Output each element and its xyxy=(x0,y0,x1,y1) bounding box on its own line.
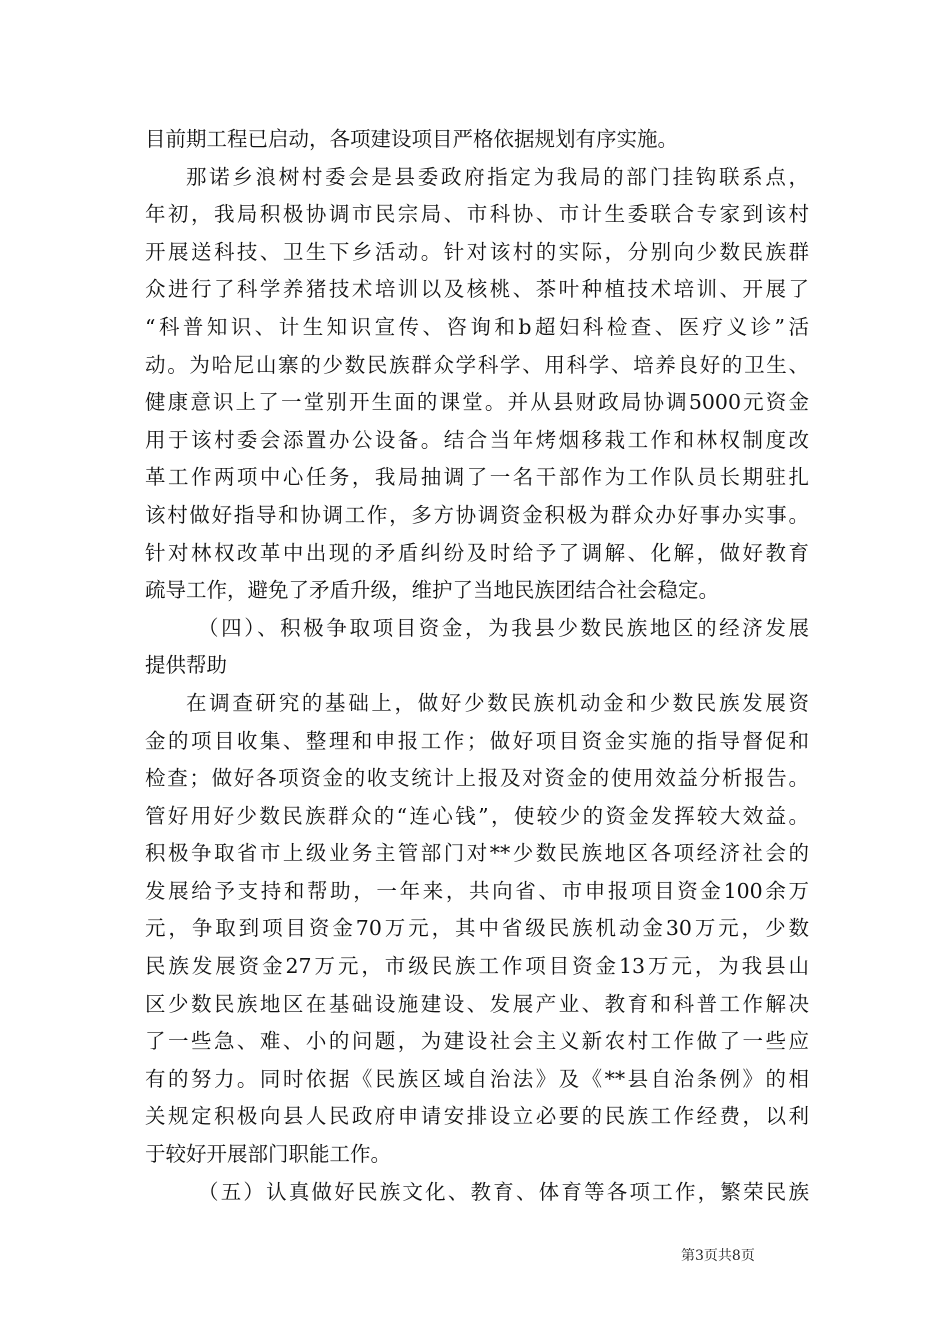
text-line: 发展给予支持和帮助，一年来，共向省、市申报项目资金100余万 xyxy=(145,878,809,903)
text-line: 民族发展资金27万元，市级民族工作项目资金13万元，为我县山 xyxy=(145,954,809,979)
page-number: 第3页共8页 xyxy=(681,1248,755,1264)
text-line: 于较好开展部门职能工作。 xyxy=(145,1142,391,1167)
text-line: 健康意识上了一堂别开生面的课堂。并从县财政局协调5000元资金 xyxy=(145,390,809,415)
text-line: 开展送科技、卫生下乡活动。针对该村的实际，分别向少数民族群 xyxy=(145,239,809,264)
text-line: 了一些急、难、小的问题，为建设社会主义新农村工作做了一些应 xyxy=(145,1029,809,1054)
text-line: 有的努力。同时依据《民族区域自治法》及《**县自治条例》的相 xyxy=(145,1066,809,1091)
section-heading-four: （四）、积极争取项目资金，为我县少数民族地区的经济发展 xyxy=(198,615,809,640)
text-line: 年初，我局积极协调市民宗局、市科协、市计生委联合专家到该村 xyxy=(145,202,809,227)
text-line: 革工作两项中心任务，我局抽调了一名干部作为工作队员长期驻扎 xyxy=(145,465,809,490)
text-line: 金的项目收集、整理和申报工作；做好项目资金实施的指导督促和 xyxy=(145,728,809,753)
text-line: 积极争取省市上级业务主管部门对**少数民族地区各项经济社会的 xyxy=(145,841,809,866)
paragraph-start-line: 那诺乡浪树村委会是县委政府指定为我局的部门挂钩联系点， xyxy=(186,164,809,189)
text-line: 关规定积极向县人民政府申请安排设立必要的民族工作经费，以利 xyxy=(145,1104,809,1129)
text-line: 区少数民族地区在基础设施建设、发展产业、教育和科普工作解决 xyxy=(145,991,809,1016)
text-line: 检查；做好各项资金的收支统计上报及对资金的使用效益分析报告。 xyxy=(145,766,809,791)
text-line: “科普知识、计生知识宣传、咨询和b超妇科检查、医疗义诊”活 xyxy=(145,314,809,339)
text-line: 该村做好指导和协调工作，多方协调资金积极为群众办好事办实事。 xyxy=(145,502,809,527)
section-heading-four-continued: 提供帮助 xyxy=(145,653,227,678)
text-line: 疏导工作，避免了矛盾升级，维护了当地民族团结合社会稳定。 xyxy=(145,578,719,603)
text-line: 动。为哈尼山寨的少数民族群众学科学、用科学、培养良好的卫生、 xyxy=(145,352,809,377)
document-body xyxy=(145,121,809,1211)
section-heading-five: （五）认真做好民族文化、教育、体育等各项工作，繁荣民族 xyxy=(198,1179,809,1204)
paragraph-start-line: 在调查研究的基础上，做好少数民族机动金和少数民族发展资 xyxy=(186,690,809,715)
text-line: 元，争取到项目资金70万元，其中省级民族机动金30万元，少数 xyxy=(145,916,809,941)
text-line: 管好用好少数民族群众的“连心钱”，使较少的资金发挥较大效益。 xyxy=(145,803,809,828)
text-line: 针对林权改革中出现的矛盾纠纷及时给予了调解、化解，做好教育 xyxy=(145,540,809,565)
text-line: 用于该村委会添置办公设备。结合当年烤烟移栽工作和林权制度改 xyxy=(145,427,809,452)
text-line: 众进行了科学养猪技术培训以及核桃、茶叶种植技术培训、开展了 xyxy=(145,277,809,302)
text-line: 目前期工程已启动，各项建设项目严格依据规划有序实施。 xyxy=(145,127,678,151)
